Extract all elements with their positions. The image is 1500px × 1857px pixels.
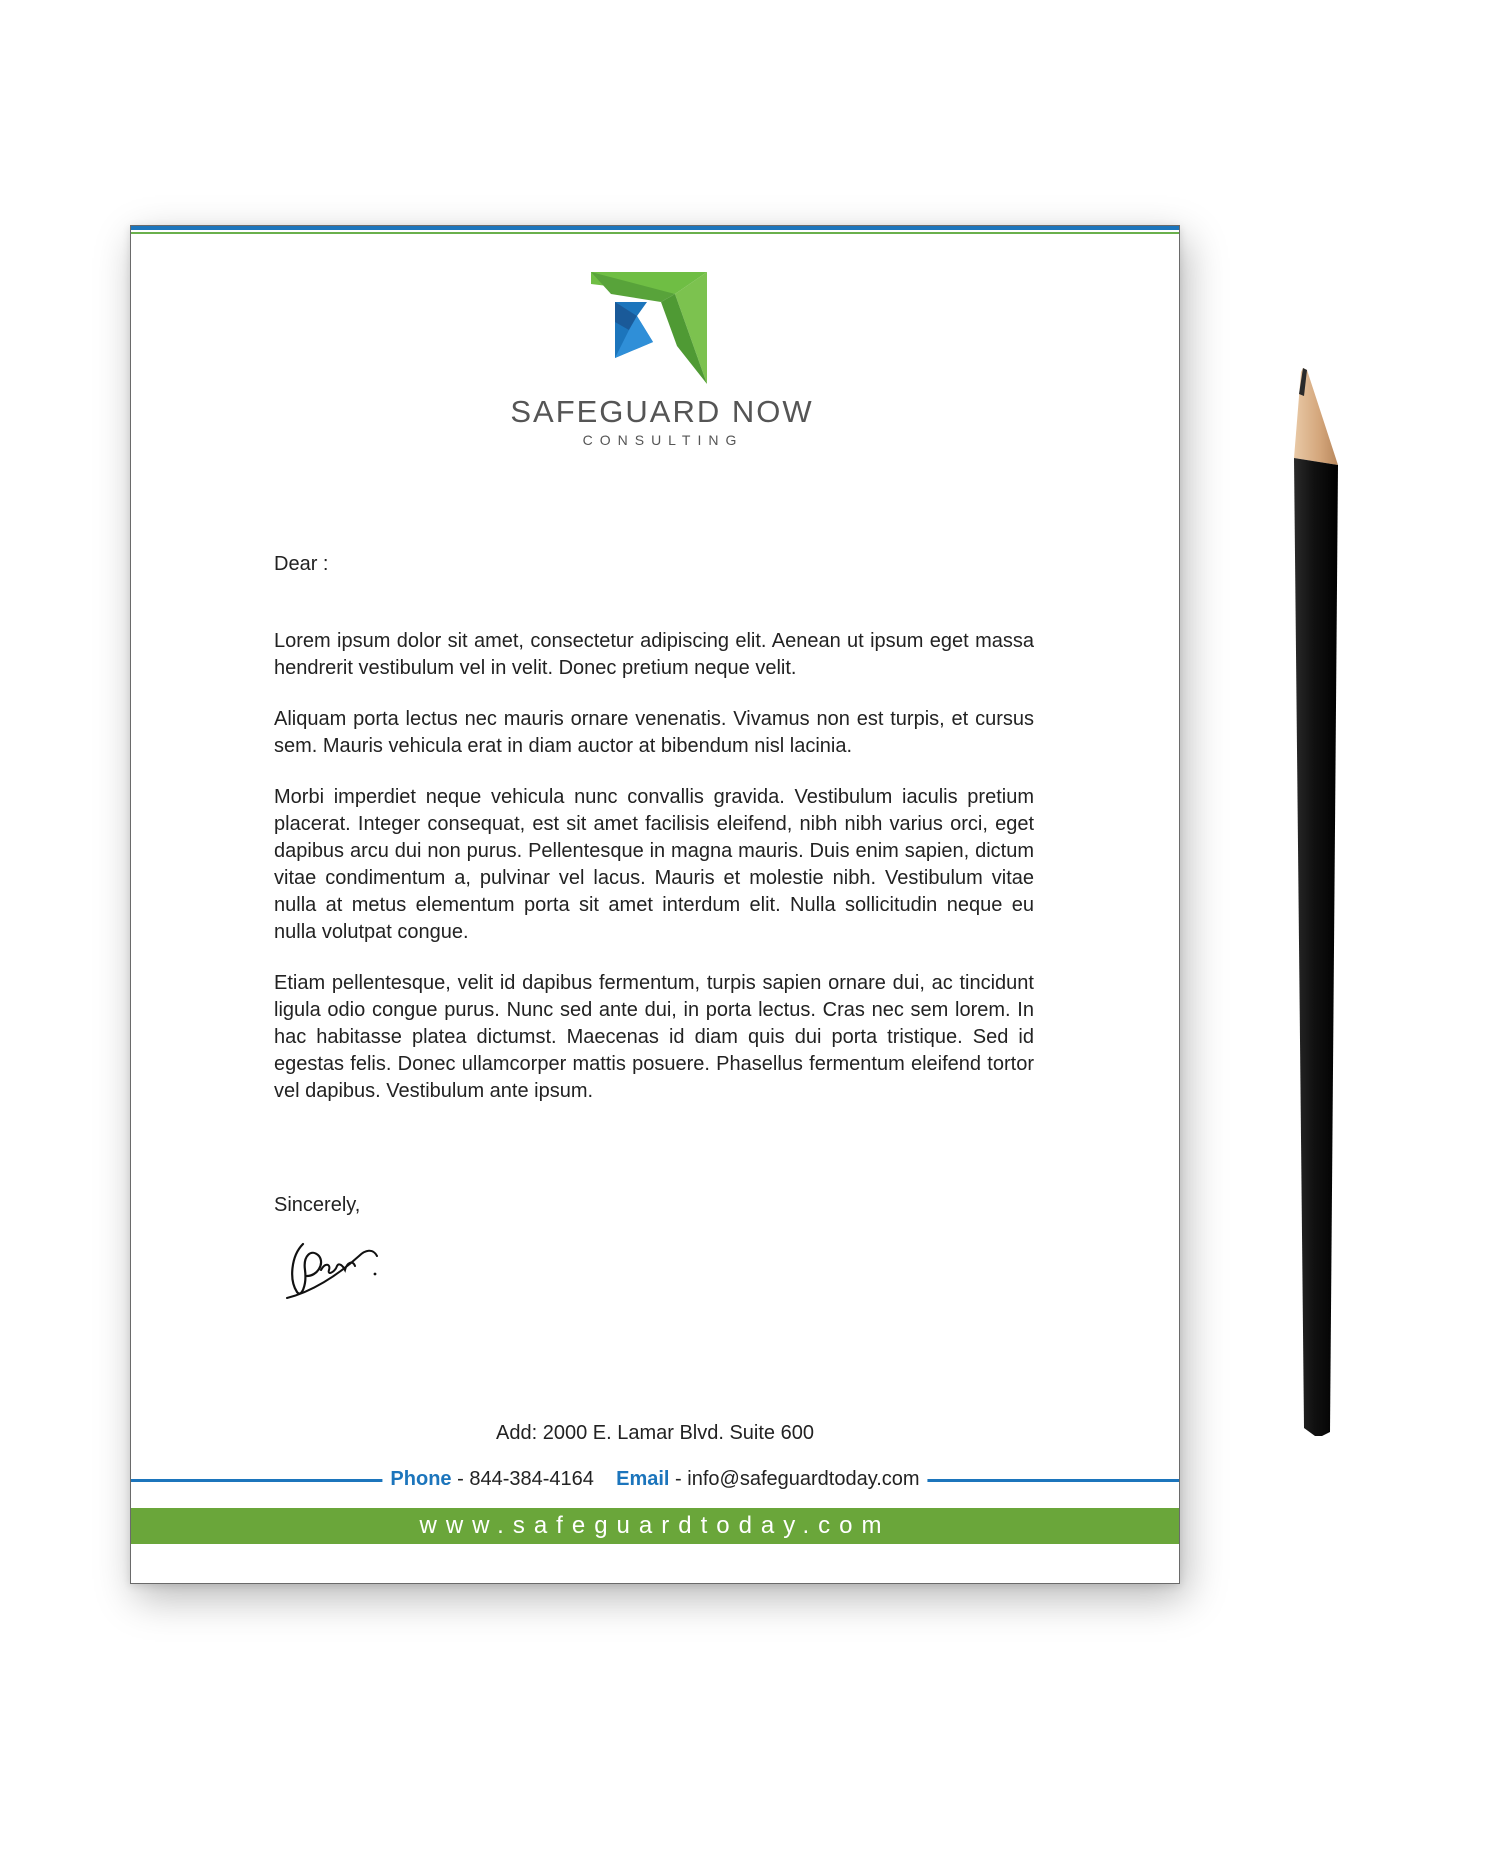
contact-row [131,1468,1179,1496]
website-url: www.safeguardtoday.com [419,1512,891,1539]
letter-paragraph: Etiam pellentesque, velit id dapibus fermentum, turpis sapien ornare dui, ac tincidunt ligula odio congue purus. Nunc sed ante dui, in porta lectus. Cras nec sem lorem. In hac habitasse platea dictumst. Maecenas id diam quis dui porta tristique. Sed id egestas felis. Donec ullamcorper mattis posuere. Phasellus fermentum eleifend tortor vel dapibus. Vestibulum ante ipsum. [274,972,1034,1102]
closing: Sincerely, [274,1194,361,1216]
website-band [131,1508,1179,1544]
phone-value: - 844-384-4164 [457,1468,594,1490]
letter-paragraph: Morbi imperdiet neque vehicula nunc convallis gravida. Vestibulum iaculis pretium placerat. Integer consequat, est sit amet facilisis eleifend, nibh nibh varius orci, eget dapibus arcu dui non purus. Pellentesque in magna mauris. Duis enim sapien, dictum vitae condimentum a, pulvinar vel lacus. Mauris et molestie nibh. Vestibulum vitae nulla at metus elementum porta sit amet interdum elit. Nulla sollicitudin neque eu nulla volutpat congue. [274,786,1034,943]
signature-icon [281,1226,381,1306]
company-logo-icon [591,272,707,384]
company-tagline: CONSULTING [582,432,744,448]
letter-body [274,628,1034,1129]
company-name: SAFEGUARD NOW [510,394,814,429]
email-label: Email [616,1468,670,1490]
salutation: Dear : [274,553,329,575]
letterhead-paper [130,225,1180,1584]
pencil-icon [1290,368,1350,1438]
top-rule-green [131,232,1179,234]
contact-info [382,1468,927,1491]
email-value: - info@safeguardtoday.com [675,1468,920,1490]
phone-label: Phone [390,1468,452,1490]
footer-address: Add: 2000 E. Lamar Blvd. Suite 600 [496,1422,814,1444]
letter-paragraph: Aliquam porta lectus nec mauris ornare venenatis. Vivamus non est turpis, et cursus sem. Mauris vehicula erat in diam auctor at bibendum nisl lacinia. [274,708,1034,757]
letter-paragraph: Lorem ipsum dolor sit amet, consectetur adipiscing elit. Aenean ut ipsum eget massa hendrerit vestibulum vel in velit. Donec pretium neque velit. [274,630,1034,679]
top-rule-blue [131,226,1179,230]
